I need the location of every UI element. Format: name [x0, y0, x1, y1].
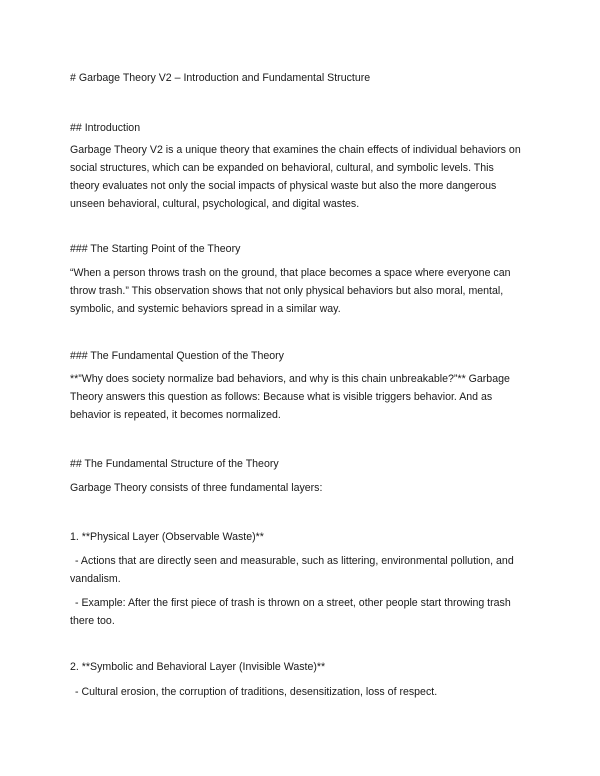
physical-layer-description-line: vandalism. [70, 573, 121, 585]
starting-point-line: “When a person throws trash on the ground, that place becomes a space where everyone can [70, 267, 511, 279]
physical-layer-description [70, 552, 540, 588]
introduction-line: Garbage Theory V2 is a unique theory that examines the chain effects of individual behaviors on [70, 144, 521, 156]
fundamental-question-paragraph [70, 370, 540, 424]
symbolic-layer-title: 2. **Symbolic and Behavioral Layer (Invisible Waste)** [70, 661, 326, 673]
introduction-paragraph [70, 141, 540, 213]
starting-point-heading: ### The Starting Point of the Theory [70, 243, 241, 255]
fundamental-question-line: behavior is repeated, it becomes normalized. [70, 409, 281, 421]
fundamental-question-line: **”Why does society normalize bad behaviors, and why is this chain unbreakable?”** Garbage [70, 373, 510, 385]
fundamental-question-heading: ### The Fundamental Question of the Theory [70, 350, 284, 362]
physical-layer-description-line: - Actions that are directly seen and measurable, such as littering, environmental pollution, and [75, 555, 514, 567]
introduction-line: social structures, which can be expanded on behavioral, cultural, and symbolic levels. This [70, 162, 494, 174]
physical-layer-example-line: - Example: After the first piece of trash is thrown on a street, other people start throwing trash [75, 597, 511, 609]
fundamental-structure-intro: Garbage Theory consists of three fundamental layers: [70, 482, 323, 494]
physical-layer-example-line: there too. [70, 615, 115, 627]
physical-layer-example [70, 594, 540, 630]
starting-point-paragraph [70, 264, 540, 318]
fundamental-question-line: Theory answers this question as follows: Because what is visible triggers behavior. And as [70, 391, 493, 403]
starting-point-line: throw trash.” This observation shows that not only physical behaviors but also moral, mental, [70, 285, 504, 297]
introduction-line: theory evaluates not only the social impacts of physical waste but also the more dangerous [70, 180, 497, 192]
starting-point-line: symbolic, and systemic behaviors spread in a similar way. [70, 303, 341, 315]
physical-layer-title: 1. **Physical Layer (Observable Waste)** [70, 531, 264, 543]
introduction-line: unseen behavioral, cultural, psychological, and digital wastes. [70, 198, 360, 210]
introduction-heading: ## Introduction [70, 122, 141, 134]
fundamental-structure-heading: ## The Fundamental Structure of the Theory [70, 458, 279, 470]
document-title: # Garbage Theory V2 – Introduction and Fundamental Structure [70, 72, 371, 84]
symbolic-layer-description: - Cultural erosion, the corruption of traditions, desensitization, loss of respect. [75, 686, 438, 698]
